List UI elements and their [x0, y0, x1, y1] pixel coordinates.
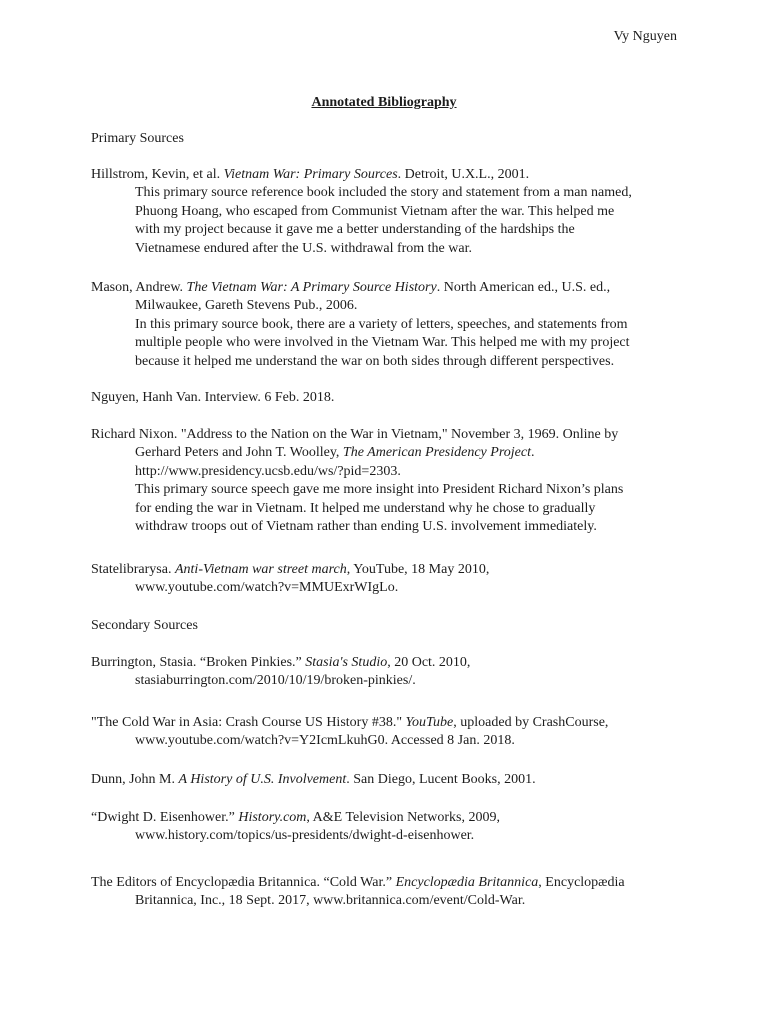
entry-text: , uploaded by CrashCourse, — [453, 715, 609, 730]
entry-line — [91, 426, 691, 444]
entry-line — [91, 827, 691, 845]
entry-italic-text: History.com — [238, 810, 307, 825]
entry-line — [91, 316, 691, 334]
entry-text: Burrington, Stasia. “Broken Pinkies.” — [91, 655, 306, 670]
section-heading-primary: Primary Sources — [91, 131, 184, 146]
entry-text: , A&E Television Networks, 2009, — [306, 810, 501, 825]
entry-text: This primary source speech gave me more insight into President Richard Nixon’s plans — [135, 482, 624, 498]
entry-text: This primary source reference book included the story and statement from a man named, — [135, 185, 632, 201]
entry-italic-text: A History of U.S. Involvement — [178, 772, 347, 787]
entry-text: . Detroit, U.X.L., 2001. — [397, 167, 530, 182]
entry-text: because it helped me understand the war on both sides through different perspectives. — [135, 353, 615, 369]
entry-text: Nguyen, Hanh Van. Interview. 6 Feb. 2018. — [91, 390, 335, 405]
entry-line — [91, 771, 691, 789]
entry-line — [91, 221, 691, 239]
entry-italic-text: The Vietnam War: A Primary Source History — [186, 280, 437, 295]
bibliography-entry — [91, 279, 691, 371]
entry-line — [91, 518, 691, 536]
entry-text: , 20 Oct. 2010, — [387, 655, 471, 670]
entry-line — [91, 874, 691, 892]
entry-text: multiple people who were involved in the Vietnam War. This helped me with my project — [135, 335, 630, 351]
bibliography-entry — [91, 166, 691, 258]
entry-text: "The Cold War in Asia: Crash Course US History #38." — [91, 715, 406, 730]
entry-text: . North American ed., U.S. ed., — [436, 280, 611, 295]
entry-text: Dunn, John M. — [91, 772, 179, 787]
entry-text: Gerhard Peters and John T. Woolley, — [135, 445, 343, 461]
bibliography-entry — [91, 874, 691, 911]
entry-line — [91, 353, 691, 371]
entry-line — [91, 654, 691, 672]
bibliography-entry — [91, 426, 691, 536]
entry-text: In this primary source book, there are a variety of letters, speeches, and statements from — [135, 316, 628, 332]
entry-line — [91, 240, 691, 258]
bibliography-entry — [91, 389, 691, 407]
entry-italic-text: The American Presidency Project — [342, 445, 531, 461]
entry-text: Richard Nixon. "Address to the Nation on the War in Vietnam," November 3, 1969. Online by — [91, 427, 619, 442]
entry-text: www.youtube.com/watch?v=Y2IcmLkuhG0. Accessed 8 Jan. 2018. — [135, 733, 515, 749]
bibliography-entry — [91, 809, 691, 846]
entry-line — [91, 561, 691, 579]
entry-text: . — [530, 445, 535, 461]
entry-italic-text: Encyclopædia Britannica — [395, 875, 539, 890]
entry-text: Hillstrom, Kevin, et al. — [91, 167, 224, 182]
entry-text: Statelibrarysa. — [91, 562, 175, 577]
entry-text: Mason, Andrew. — [91, 280, 187, 295]
entry-text: stasiaburrington.com/2010/10/19/broken-pinkies/. — [135, 673, 416, 689]
entry-line — [91, 279, 691, 297]
entry-line — [91, 184, 691, 202]
entry-text: , Encyclopædia — [538, 875, 625, 890]
entry-line — [91, 714, 691, 732]
entry-text: Phuong Hoang, who escaped from Communist Vietnam after the war. This helped me — [135, 203, 615, 219]
entry-line — [91, 809, 691, 827]
entry-line — [91, 166, 691, 184]
entry-line — [91, 672, 691, 690]
entry-text: for ending the war in Vietnam. It helped me understand why he chose to gradually — [135, 500, 596, 516]
entry-line — [91, 203, 691, 221]
bibliography-entry — [91, 771, 691, 789]
entry-text: www.youtube.com/watch?v=MMUExrWIgLo. — [135, 580, 399, 596]
entry-text: “Dwight D. Eisenhower.” — [91, 810, 239, 825]
entry-line — [91, 481, 691, 499]
bibliography-entry — [91, 714, 691, 751]
entry-text: Vietnamese endured after the U.S. withdrawal from the war. — [135, 240, 472, 256]
bibliography-entry — [91, 561, 691, 598]
entry-line — [91, 334, 691, 352]
entry-line — [91, 500, 691, 518]
entry-line — [91, 732, 691, 750]
entry-line — [91, 297, 691, 315]
entry-text: http://www.presidency.ucsb.edu/ws/?pid=2303. — [135, 463, 401, 479]
entry-text: , YouTube, 18 May 2010, — [346, 562, 490, 577]
entry-text: with my project because it gave me a better understanding of the hardships the — [135, 222, 575, 238]
entry-text: The Editors of Encyclopædia Britannica. “Cold War.” — [91, 875, 396, 890]
entry-line — [91, 444, 691, 462]
page-title: Annotated Bibliography — [311, 95, 457, 110]
entry-line — [91, 389, 691, 407]
entry-italic-text: Stasia's Studio — [305, 655, 388, 670]
section-heading-secondary: Secondary Sources — [91, 618, 198, 633]
entry-line — [91, 892, 691, 910]
entry-text: withdraw troops out of Vietnam rather than ending U.S. involvement immediately. — [135, 519, 597, 535]
entry-text: Milwaukee, Gareth Stevens Pub., 2006. — [135, 298, 358, 314]
bibliography-entry — [91, 654, 691, 691]
entry-line — [91, 463, 691, 481]
entry-italic-text: Anti-Vietnam war street march — [174, 562, 347, 577]
entry-text: Britannica, Inc., 18 Sept. 2017, www.britannica.com/event/Cold-War. — [135, 893, 526, 909]
author-name: Vy Nguyen — [613, 29, 677, 44]
entry-text: www.history.com/topics/us-presidents/dwight-d-eisenhower. — [135, 828, 475, 844]
entry-text: . San Diego, Lucent Books, 2001. — [346, 772, 536, 787]
entry-line — [91, 579, 691, 597]
entry-italic-text: YouTube — [405, 715, 454, 730]
entry-italic-text: Vietnam War: Primary Sources — [223, 167, 398, 182]
